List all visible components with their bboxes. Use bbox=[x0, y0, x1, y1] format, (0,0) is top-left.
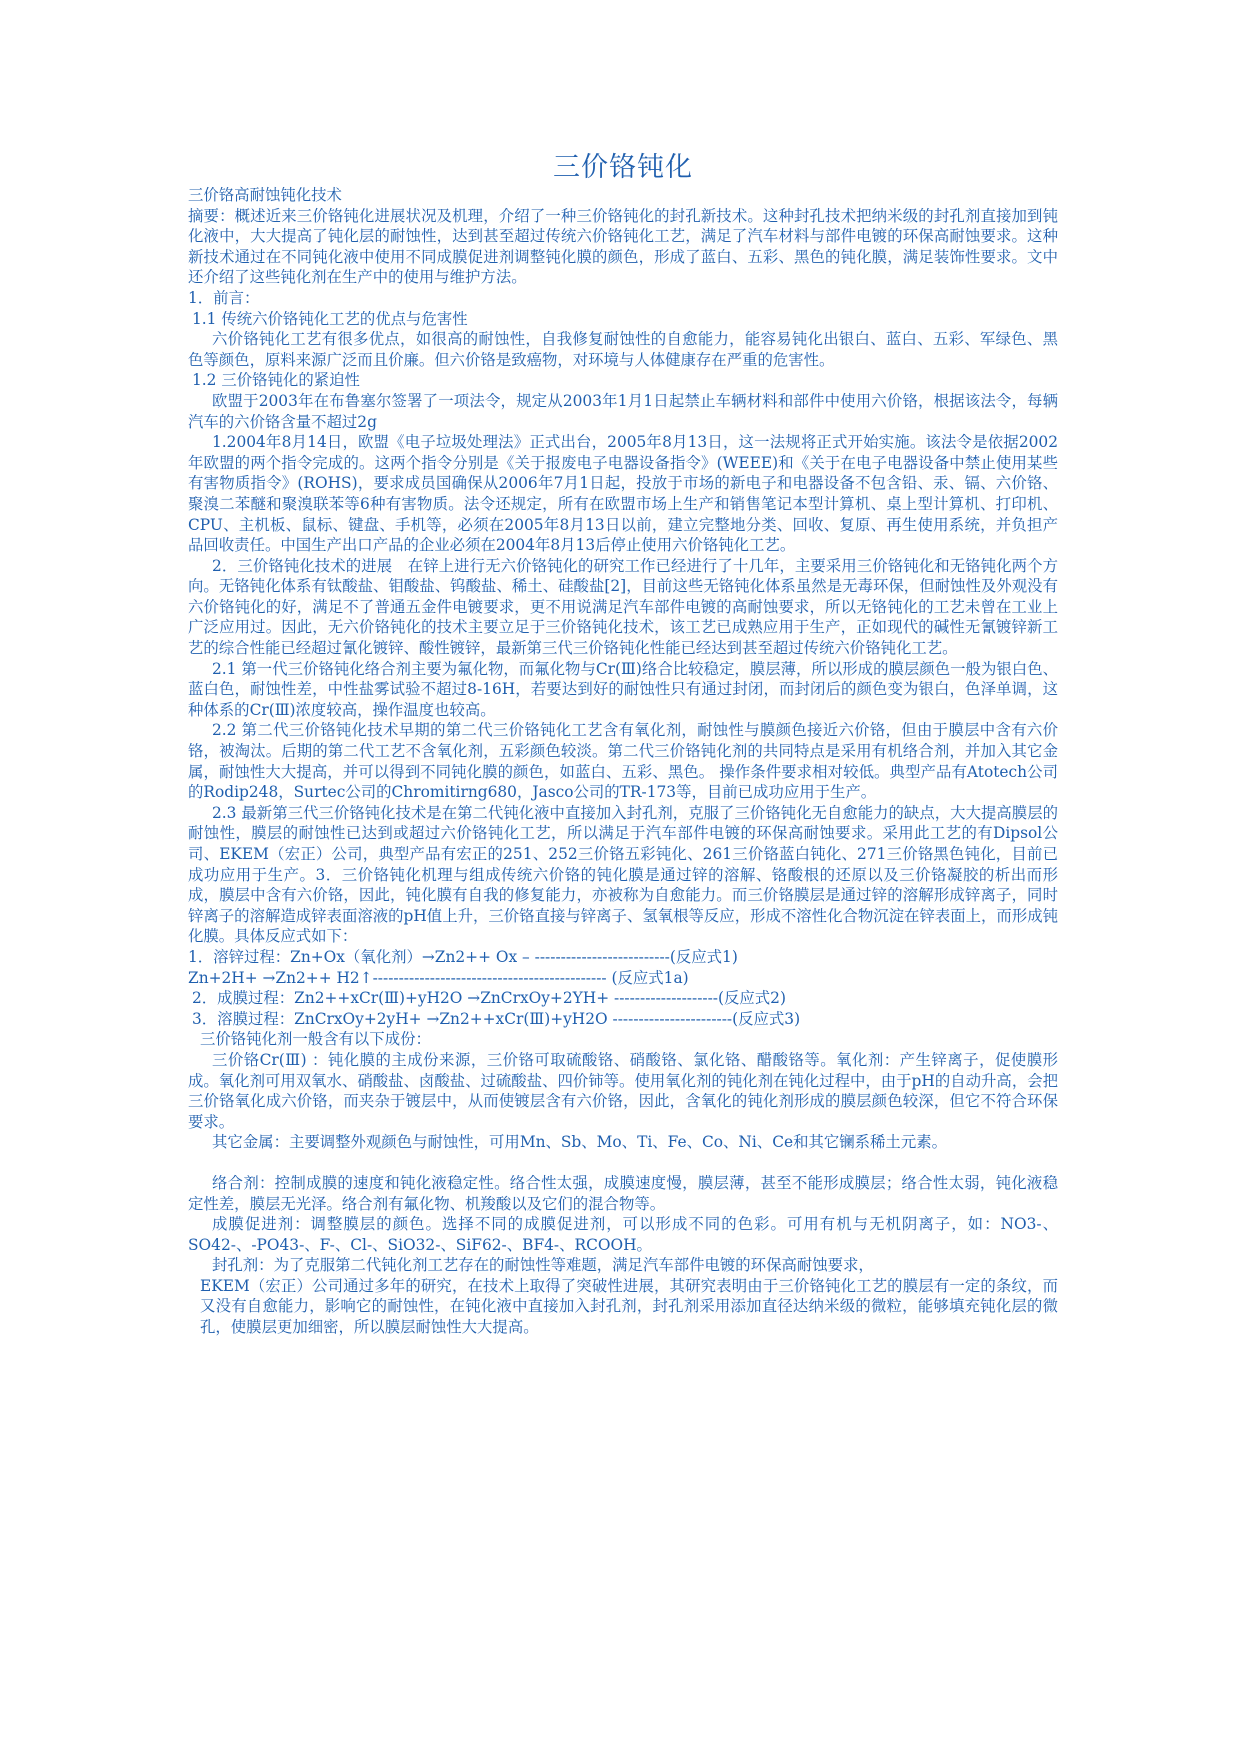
section-1-heading: 1．前言： bbox=[188, 288, 260, 307]
equation-2: 2．成膜过程：Zn2++xCr(Ⅲ)+yH2O →ZnCrxOy+2YH+ --------------------(反应式2) bbox=[192, 989, 786, 1008]
section-2-paragraph: 2．三价铬钝化技术的进展 在锌上进行无六价铬钝化的研究工作已经进行了十几年，主要采用三价铬钝化和无铬钝化两个方向。无铬钝化体系有钛酸盐、钼酸盐、钨酸盐、稀土、硅酸盐[2]，目前这些无铬钝化体系虽然是无毒环保，但耐蚀性及外观没有六价铬钝化的好，满足不了普通五金件电镀要求，更不用说满足汽车部件电镀的高耐蚀要求，所以无铬钝化的工艺未曾在工业上广泛应用过。因此，无六价铬钝化的技术主要立足于三价铬钝化技术，该工艺已成熟应用于生产，正如现代的碱性无氰镀锌新工艺的综合性能已经超过氰化镀锌、酸性镀锌，最新第三代三价铬钝化性能已经达到甚至超过传统六价铬钝化工艺。 bbox=[188, 556, 1058, 658]
component-film-promoter: 成膜促进剂：调整膜层的颜色。选择不同的成膜促进剂，可以形成不同的色彩。可用有机与无机阴离子，如：NO3-、SO42-、-PO43-、F-、Cl-、SiO32-、SiF62-、BF4-、RCOOH。 bbox=[188, 1215, 1058, 1254]
blank-line bbox=[188, 1153, 1058, 1173]
document-page bbox=[188, 148, 1058, 1338]
document-subtitle: 三价铬高耐蚀钝化技术 bbox=[188, 186, 342, 204]
section-1-2-heading: 1.2 三价铬钝化的紧迫性 bbox=[192, 371, 360, 390]
section-1-1-paragraph: 六价铬钝化工艺有很多优点，如很高的耐蚀性，自我修复耐蚀性的自愈能力，能容易钝化出银白、蓝白、五彩、军绿色、黑色等颜色，原料来源广泛而且价廉。但六价铬是致癌物，对环境与人体健康存在严重的危害性。 bbox=[188, 330, 1058, 369]
abstract-paragraph: 摘要：概述近来三价铬钝化进展状况及机理，介绍了一种三价铬钝化的封孔新技术。这种封孔技术把纳米级的封孔剂直接加到钝化液中，大大提高了钝化层的耐蚀性，达到甚至超过传统六价铬钝化工艺，满足了汽车材料与部件电镀的环保高耐蚀要求。这种新技术通过在不同钝化液中使用不同成膜促进剂调整钝化膜的颜色，形成了蓝白、五彩、黑色的钝化膜，满足装饰性要求。文中还介绍了这些钝化剂在生产中的使用与维护方法。 bbox=[188, 206, 1058, 287]
component-chromium: 三价铬Cr(Ⅲ) ：钝化膜的主成份来源，三价铬可取硫酸铬、硝酸铬、氯化铬、醋酸铬等。氧化剂：产生锌离子，促使膜形成。氧化剂可用双氧水、硝酸盐、卤酸盐、过硫酸盐、四价铈等。使用氧化剂的钝化剂在钝化过程中，由于pH的自动升高，会把三价铬氧化成六价铬，而夹杂于镀层中，从而使镀层含有六价铬，因此，含氧化的钝化剂形成的膜层颜色较深，但它不符合环保要求。 bbox=[188, 1050, 1058, 1131]
equation-1a: Zn+2H+ →Zn2++ H2↑--------------------------------------------- (反应式1a) bbox=[188, 968, 689, 987]
component-complexing-agent: 络合剂：控制成膜的速度和钝化液稳定性。络合性太强，成膜速度慢，膜层薄，甚至不能形成膜层；络合性太弱，钝化液稳定性差，膜层无光泽。络合剂有氟化物、机羧酸以及它们的混合物等。 bbox=[188, 1173, 1058, 1213]
equation-1: 1．溶锌过程：Zn+Ox（氧化剂）→Zn2++ Ox – --------------------------(反应式1) bbox=[188, 947, 738, 966]
equation-3: 3．溶膜过程：ZnCrxOy+2yH+ →Zn2++xCr(Ⅲ)+yH2O -----------------------(反应式3) bbox=[192, 1009, 801, 1028]
section-1-2-paragraph-a: 欧盟于2003年在布鲁塞尔签署了一项法令，规定从2003年1月1日起禁止车辆材料和部件中使用六价铬，根据该法令，每辆汽车的六价铬含量不超过2g bbox=[188, 391, 1058, 431]
section-2-2-paragraph: 2.2 第二代三价铬钝化技术早期的第二代三价铬钝化工艺含有氧化剂，耐蚀性与膜颜色接近六价铬，但由于膜层中含有六价铬，被淘汰。后期的第二代工艺不含氧化剂，五彩颜色较淡。第二代三价铬钝化剂的共同特点是采用有机络合剂，并加入其它金属，耐蚀性大大提高，并可以得到不同钝化膜的颜色，如蓝白、五彩、黑色。 操作条件要求相对较低。典型产品有Atotech公司的Rodip248，Surtec公司的Chromitirng680，Jasco公司的TR-173等，目前已成功应用于生产。 bbox=[188, 721, 1058, 802]
section-2-1-paragraph: 2.1 第一代三价铬钝化络合剂主要为氟化物，而氟化物与Cr(Ⅲ)络合比较稳定，膜层薄，所以形成的膜层颜色一般为银白色、蓝白色，耐蚀性差，中性盐雾试验不超过8-16H，若要达到好的耐蚀性只有通过封闭，而封闭后的颜色变为银白，色泽单调，这种体系的Cr(Ⅲ)浓度较高，操作温度也较高。 bbox=[188, 659, 1058, 719]
section-1-2-paragraph-b: 1.2004年8月14日，欧盟《电子垃圾处理法》正式出台，2005年8月13日，这一法规将正式开始实施。该法令是依据2002年欧盟的两个指令完成的。这两个指令分别是《关于报废电子电器设备指令》(WEEE)和《关于在电子电器设备中禁止使用某些有害物质指令》(ROHS)，要求成员国确保从2006年7月1日起，投放于市场的新电子和电器设备不包含铅、汞、镉、六价铬、聚溴二苯醚和聚溴联苯等6种有害物质。法令还规定，所有在欧盟市场上生产和销售笔记本型计算机、桌上型计算机、打印机、CPU、主机板、鼠标、键盘、手机等，必须在2005年8月13日以前，建立完整地分类、回收、复原、再生使用系统，并负担产品回收责任。中国生产出口产品的企业必须在2004年8月13后停止使用六价铬钝化工艺。 bbox=[188, 433, 1058, 555]
component-sealant-continued: EKEM（宏正）公司通过多年的研究，在技术上取得了突破性进展，其研究表明由于三价铬钝化工艺的膜层有一定的条纹，而又没有自愈能力，影响它的耐蚀性，在钝化液中直接加入封孔剂，封孔剂采用添加直径达纳米级的微粒，能够填充钝化层的微孔，使膜层更加细密，所以膜层耐蚀性大大提高。 bbox=[200, 1276, 1058, 1337]
components-intro: 三价铬钝化剂一般含有以下成份： bbox=[200, 1030, 431, 1049]
component-metals: 其它金属：主要调整外观颜色与耐蚀性，可用Mn、Sb、Mo、Ti、Fe、Co、Ni、Ce和其它镧系稀土元素。 bbox=[212, 1133, 947, 1152]
document-title: 三价铬钝化 bbox=[553, 152, 693, 183]
section-2-3-paragraph: 2.3 最新第三代三价铬钝化技术是在第二代钝化液中直接加入封孔剂，克服了三价铬钝化无自愈能力的缺点，大大提高膜层的耐蚀性，膜层的耐蚀性已达到或超过六价铬钝化工艺，所以满足于汽车部件电镀的环保高耐蚀要求。采用此工艺的有Dipsol公司、EKEM（宏正）公司，典型产品有宏正的251、252三价铬五彩钝化、261三价铬蓝白钝化、271三价铬黑色钝化，目前已成功应用于生产。3．三价铬钝化机理与组成传统六价铬的钝化膜是通过锌的溶解、铬酸根的还原以及三价铬凝胶的析出而形成，膜层中含有六价铬，因此，钝化膜有自我的修复能力，亦被称为自愈能力。而三价铬膜层是通过锌的溶解形成锌离子，同时锌离子的溶解造成锌表面溶液的pH值上升，三价铬直接与锌离子、氢氧根等反应，形成不溶性化合物沉淀在锌表面上，而形成钝化膜。具体反应式如下： bbox=[188, 803, 1058, 946]
component-sealant: 封孔剂：为了克服第二代钝化剂工艺存在的耐蚀性等难题，满足汽车部件电镀的环保高耐蚀要求， bbox=[212, 1256, 874, 1275]
section-1-1-heading: 1.1 传统六价铬钝化工艺的优点与危害性 bbox=[192, 309, 468, 328]
